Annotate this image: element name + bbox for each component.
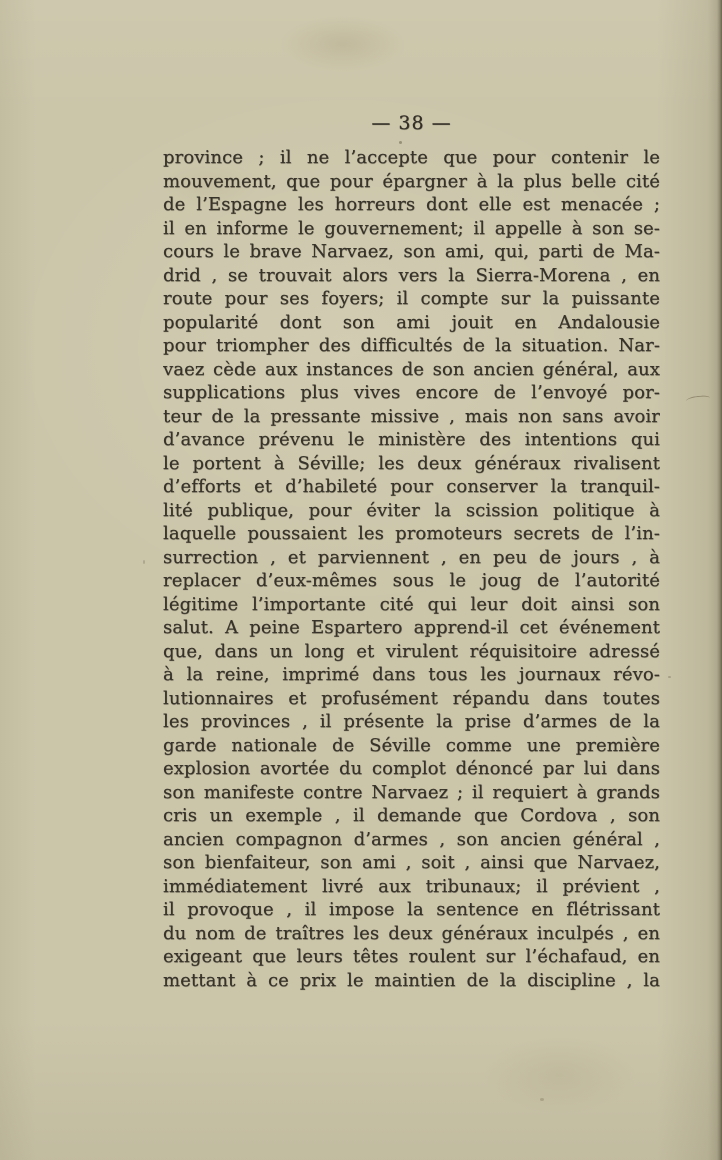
text-line: route pour ses foyers; il compte sur la puissante <box>163 288 660 309</box>
text-line: les provinces , il présente la prise d’armes de la <box>163 711 660 732</box>
scan-speck <box>399 141 402 144</box>
text-line: son manifeste contre Narvaez ; il requiert à grands <box>163 781 660 803</box>
pencil-squiggle-mark <box>686 395 711 405</box>
text-line: exigeant que leurs têtes roulent sur l’échafaud, en <box>163 946 660 967</box>
text-line: popularité dont son ami jouit en Andalousie <box>163 311 660 333</box>
text-line: le portent à Séville; les deux généraux rivalisent <box>163 452 660 474</box>
text-line: lutionnaires et profusément répandu dans toutes <box>163 687 660 709</box>
text-line: d’efforts et d’habileté pour conserver la tranquil- <box>163 476 660 497</box>
text-line: mouvement, que pour épargner à la plus belle cité <box>163 170 660 192</box>
text-line: cours le brave Narvaez, son ami, qui, parti de Ma- <box>163 241 660 262</box>
text-line: vaez cède aux instances de son ancien général, aux <box>163 358 660 380</box>
page-number-header: — 38 — <box>371 112 452 134</box>
text-line: il en informe le gouvernement; il appelle à son se- <box>163 217 660 239</box>
text-line: drid , se trouvait alors vers la Sierra-Morena , en <box>163 264 660 286</box>
scan-speck <box>540 1098 544 1101</box>
text-line: immédiatement livré aux tribunaux; il prévient , <box>163 875 660 897</box>
text-line: supplications plus vives encore de l’envoyé por- <box>163 382 660 403</box>
text-line: lité publique, pour éviter la scission politique à <box>163 499 660 521</box>
text-line: à la reine, imprimé dans tous les journaux révo- <box>163 664 660 685</box>
text-line: de l’Espagne les horreurs dont elle est menacée ; <box>163 194 660 215</box>
text-line: légitime l’importante cité qui leur doit ainsi son <box>163 593 660 615</box>
text-line: cris un exemple , il demande que Cordova , son <box>163 805 660 826</box>
text-line: garde nationale de Séville comme une première <box>163 734 660 756</box>
text-line: pour triompher des difficultés de la situation. Nar- <box>163 335 660 356</box>
text-line: ancien compagnon d’armes , son ancien général , <box>163 828 660 850</box>
text-line: teur de la pressante missive , mais non sans avoir <box>163 405 660 427</box>
text-line: explosion avortée du complot dénoncé par lui dans <box>163 758 660 779</box>
text-line: il provoque , il impose la sentence en flétrissant <box>163 899 660 920</box>
text-line: du nom de traîtres les deux généraux inculpés , en <box>163 922 660 944</box>
text-line: salut. A peine Espartero apprend-il cet événement <box>163 617 660 638</box>
text-line: mettant à ce prix le maintien de la discipline , la <box>163 969 660 991</box>
text-line: laquelle poussaient les promoteurs secrets de l’in- <box>163 523 660 544</box>
page-text <box>163 146 660 992</box>
scan-speck <box>143 560 145 564</box>
page-edge-shadow <box>717 0 722 1160</box>
text-line: province ; il ne l’accepte que pour contenir le <box>163 147 660 168</box>
scan-speck <box>668 676 671 678</box>
text-line: son bienfaiteur, son ami , soit , ainsi que Narvaez, <box>163 852 660 873</box>
text-line: d’avance prévenu le ministère des intentions qui <box>163 429 660 450</box>
text-line: replacer d’eux-mêmes sous le joug de l’autorité <box>163 570 660 591</box>
text-line: que, dans un long et virulent réquisitoire adressé <box>163 640 660 662</box>
text-line: surrection , et parviennent , en peu de jours , à <box>163 546 660 568</box>
